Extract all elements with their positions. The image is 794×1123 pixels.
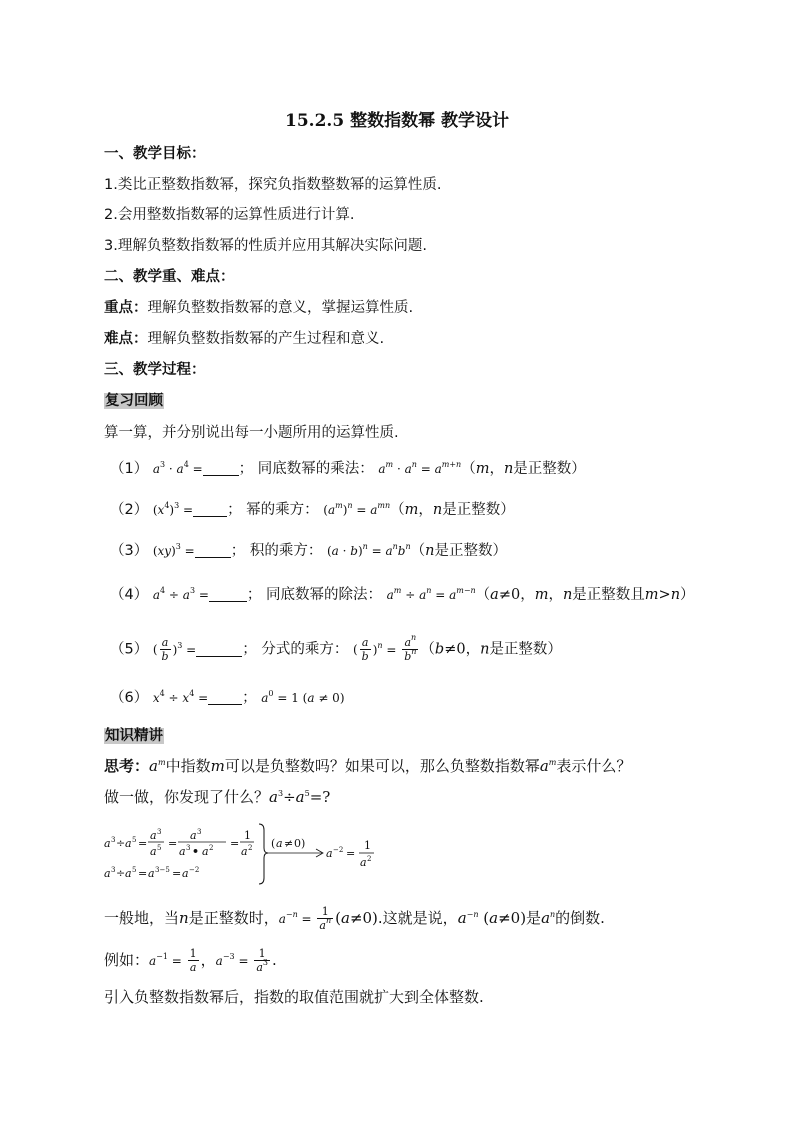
svg-text:a: a (104, 867, 111, 880)
svg-text:3−5: 3−5 (155, 866, 170, 874)
difficult-point-text: 理解负整数指数幂的产生过程和意义. (147, 331, 385, 347)
objective-3: 3.理解负整数指数幂的性质并应用其解决实际问题. (104, 238, 427, 254)
svg-text:2: 2 (248, 844, 253, 852)
svg-text:(: ( (271, 837, 276, 850)
svg-text:a: a (179, 845, 186, 858)
svg-text:a: a (276, 837, 283, 850)
svg-text:a: a (125, 867, 132, 880)
objective-1: 1.类比正整数指数幂，探究负指数整数幂的运算性质. (104, 177, 442, 193)
review-question-6: （6） $x^4 \div x^4$ = ； $a^0 = 1$ (a ≠ 0) (110, 689, 345, 706)
knowledge-tag: 知识精讲 (105, 728, 163, 744)
derivation-formula (100, 820, 400, 890)
svg-text:3: 3 (157, 828, 162, 836)
review-tag-line (104, 391, 164, 411)
conclusion: 引入负整数指数幂后，指数的取值范围就扩大到全体整数. (104, 988, 484, 1006)
objective-2: 2.会用整数指数幂的运算性质进行计算. (104, 207, 355, 223)
svg-text:•: • (192, 845, 200, 858)
svg-text:a: a (202, 845, 209, 858)
svg-text:=: = (138, 837, 148, 850)
svg-text:≠: ≠ (284, 837, 294, 850)
review-intro: 算一算，并分别说出每一小题所用的运算性质. (104, 425, 399, 441)
page-title: 15.2.5 整数指数幂 教学设计 (285, 111, 509, 131)
svg-text:÷: ÷ (116, 837, 126, 850)
knowledge-tag-line (104, 726, 164, 746)
svg-text:1: 1 (244, 829, 251, 842)
section-objectives-heading: 一、教学目标： (104, 146, 206, 162)
example-line: 例如：$a^{-1}$ = $\frac{1}{a}$ ，$a^{-3}$ = $\frac{1}{a^3}$ . (104, 947, 277, 974)
svg-text:2: 2 (367, 855, 372, 863)
svg-text:3: 3 (186, 844, 191, 852)
svg-text:5: 5 (132, 836, 137, 844)
svg-text:a: a (150, 829, 157, 842)
svg-text:=: = (230, 837, 240, 850)
svg-text:a: a (326, 847, 333, 860)
svg-text:−2: −2 (189, 866, 200, 874)
difficult-point-label: 难点： (104, 331, 148, 347)
svg-text:a: a (125, 837, 132, 850)
svg-text:÷: ÷ (116, 867, 126, 880)
general-statement: 一般地，当n是正整数时，$a^{-n}$ = $\frac{1}{a^n}$ (a≠0).这就是说，$a^{-n}$ (a≠0)是$a^n$的倒数. (104, 905, 605, 932)
review-tag: 复习回顾 (105, 393, 163, 409)
svg-text:3: 3 (111, 836, 116, 844)
svg-text:0): 0) (294, 837, 306, 850)
key-point (104, 298, 413, 318)
svg-text:3: 3 (197, 828, 202, 836)
svg-text:a: a (360, 856, 367, 869)
review-question-1: （1） $a^3 \cdot a^4$ = ； 同底数幂的乘法： $a^m \cdot a^n = a^{m+n}(m$，n是正整数） (110, 460, 586, 477)
section-keypoints-heading: 二、教学重、难点： (104, 269, 235, 285)
svg-text:2: 2 (209, 844, 214, 852)
svg-text:=: = (168, 837, 178, 850)
key-point-text: 理解负整数指数幂的意义，掌握运算性质. (147, 300, 414, 316)
svg-text:a: a (241, 845, 248, 858)
svg-text:a: a (190, 829, 197, 842)
svg-text:1: 1 (364, 839, 371, 852)
svg-text:5: 5 (132, 866, 137, 874)
try-question: 做一做，你发现了什么？$a^3\div a^5=$? (104, 788, 331, 806)
difficult-point (104, 329, 384, 349)
review-question-2: （2） $(x^4)^3$ = ； 幂的乘方： $(a^m)^n = a^{mn}(m$，n是正整数） (110, 501, 515, 518)
svg-text:=: = (172, 867, 182, 880)
svg-text:a: a (104, 837, 111, 850)
section-process-heading: 三、教学过程： (104, 362, 206, 378)
think-question: 思考：$a^m$中指数m可以是负整数吗？如果可以，那么负整数指数幂$a^m$表示什么？ (104, 757, 632, 775)
svg-text:5: 5 (157, 844, 162, 852)
svg-text:3: 3 (111, 866, 116, 874)
review-question-3: （3） (xy)$^3$ = ； 积的乘方： $(a \cdot b)^n = a^nb^n(n$是正整数） (110, 542, 507, 559)
svg-text:=: = (346, 847, 356, 860)
review-question-4: （4） $a^4 \div a^3$ = ； 同底数幂的除法： $a^m \div a^n = a^{m-n}(a\ne 0$，m，n是正整数且m>n） (110, 586, 695, 603)
review-question-5: （5） ( $\frac{a}{b}$ )$^3$ = ； 分式的乘方： ( $\frac{a}{b}$ )$^n$ = $\frac{a^n}{b^n}$ （b≠0，n是正整数） (110, 633, 562, 663)
svg-text:=: = (138, 867, 148, 880)
svg-text:a: a (148, 867, 155, 880)
svg-text:a: a (182, 867, 189, 880)
svg-text:a: a (150, 845, 157, 858)
svg-text:−2: −2 (333, 846, 344, 854)
key-point-label: 重点： (104, 300, 148, 316)
